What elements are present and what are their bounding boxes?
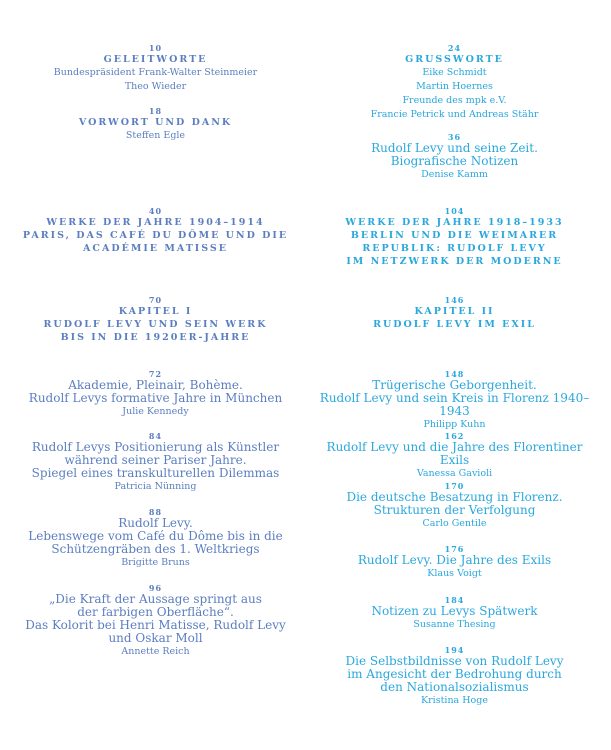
author-name: Martin Hoernes [416,81,493,92]
essay-title-line: Rudolf Levy und die Jahre des Florentiner Exils [326,440,583,467]
author-name: Annette Reich [121,646,190,657]
toc-entry-grussworte [312,44,597,122]
section-heading-line: KAPITEL I [118,306,193,317]
toc-entry-vorwort [18,107,293,143]
page-number: 84 [148,431,163,441]
toc-entry-kapitel-1 [18,296,293,344]
page-number: 72 [148,369,163,379]
page-number: 170 [444,481,465,491]
page-number: 104 [444,206,465,216]
toc-entry-geleitworte [18,44,293,94]
essay-title-line: Strukturen der Verfolgung [373,503,536,517]
toc-entry-36 [312,133,597,182]
page-number: 24 [447,43,462,53]
author-name: Patricia Nünning [114,481,197,492]
section-heading-line: WERKE DER JAHRE 1918–1933 [345,217,564,228]
toc-entry-werke-1904-1914 [18,207,293,255]
author-name: Brigitte Bruns [121,557,190,568]
essay-title-line: Lebenswege vom Café du Dôme bis in die [28,529,283,543]
essay-title-line: und Oskar Moll [108,631,203,645]
toc-entry-170 [312,482,597,531]
author-name: Steffen Egle [125,130,186,141]
section-heading: GELEITWORTE [103,54,208,65]
page-number: 36 [447,132,462,142]
essay-title-line: Rudolf Levy. Die Jahre des Exils [357,553,552,567]
section-heading-line: BIS IN DIE 1920ER-JAHRE [60,332,251,343]
page-number: 18 [148,106,163,116]
author-name: Philipp Kuhn [423,419,486,430]
toc-entry-88 [18,508,293,570]
toc-entry-162 [312,432,597,481]
essay-title-line: Die deutsche Besatzung in Florenz. [346,490,563,504]
section-heading-line: REPUBLIK: RUDOLF LEVY [362,243,547,254]
essay-title-line: der farbigen Oberfläche“. [77,605,234,619]
author-name: Susanne Thesing [413,619,496,630]
essay-title-line: „Die Kraft der Aussage springt aus [49,592,262,606]
author-name: Denise Kamm [421,169,488,180]
section-heading-line: KAPITEL II [414,306,495,317]
author-name: Klaus Voigt [427,568,482,579]
page-number: 96 [148,583,163,593]
toc-entry-96 [18,584,293,659]
page-number: 146 [444,295,465,305]
essay-title-line: im Angesicht der Bedrohung durch [347,667,562,681]
author-name: Freunde des mpk e.V. [402,95,507,106]
essay-title-line: Schützengräben des 1. Weltkriegs [51,542,260,556]
page-number: 194 [444,645,465,655]
author-name: Theo Wieder [124,81,187,92]
essay-title-line: Akademie, Pleinair, Bohème. [68,378,243,392]
author-name: Bundespräsident Frank-Walter Steinmeier [53,67,258,78]
page-number: 40 [148,206,163,216]
page-number: 70 [148,295,163,305]
essay-title-line: Rudolf Levys Positionierung als Künstler [31,440,280,454]
page-number: 10 [148,43,163,53]
toc-entry-184 [312,596,597,632]
section-heading-line: RUDOLF LEVY IM EXIL [373,319,536,330]
essay-title-line: während seiner Pariser Jahre. [64,453,247,467]
section-heading: VORWORT UND DANK [78,117,233,128]
author-name: Eike Schmidt [422,67,487,78]
author-name: Julie Kennedy [122,406,189,417]
essay-title-line: Trügerische Geborgenheit. [372,378,537,392]
section-heading-line: WERKE DER JAHRE 1904–1914 [46,217,265,228]
toc-entry-194 [312,646,597,708]
section-heading: GRUSSWORTE [405,54,504,65]
page-number: 148 [444,369,465,379]
essay-title-line: Notizen zu Levys Spätwerk [371,604,538,618]
toc-entry-werke-1918-1933 [312,207,597,268]
essay-title-line: Rudolf Levys formative Jahre in München [28,391,283,405]
section-heading-line: IM NETZWERK DER MODERNE [346,256,563,267]
author-name: Francie Petrick und Andreas Stähr [370,109,539,120]
section-heading-line: ACADÉMIE MATISSE [83,243,228,254]
essay-title-line: Rudolf Levy und sein Kreis in Florenz 1940–1943 [319,391,590,418]
essay-title-line: Die Selbstbildnisse von Rudolf Levy [345,654,564,668]
author-name: Carlo Gentile [422,518,487,529]
section-heading-line: BERLIN UND DIE WEIMARER [350,230,559,241]
page-number: 184 [444,595,465,605]
section-heading-line: RUDOLF LEVY UND SEIN WERK [43,319,268,330]
toc-entry-176 [312,545,597,581]
toc-entry-72 [18,370,293,419]
toc-entry-kapitel-2 [312,296,597,331]
author-name: Vanessa Gavioli [416,468,493,479]
essay-title-line: Rudolf Levy und seine Zeit. [371,141,538,155]
page-number: 162 [444,431,465,441]
author-name: Kristina Hoge [421,695,488,706]
essay-title-line: den Nationalsozialismus [380,680,529,694]
toc-entry-148 [312,370,597,432]
essay-title-line: Das Kolorit bei Henri Matisse, Rudolf Levy [25,618,286,632]
essay-title-line: Biografische Notizen [390,154,519,168]
essay-title-line: Rudolf Levy. [118,516,193,530]
toc-entry-84 [18,432,293,494]
essay-title-line: Spiegel eines transkulturellen Dilemmas [31,466,280,480]
page-number: 176 [444,544,465,554]
page-number: 88 [148,507,163,517]
section-heading-line: PARIS, DAS CAFÉ DU DÔME UND DIE [22,230,289,241]
